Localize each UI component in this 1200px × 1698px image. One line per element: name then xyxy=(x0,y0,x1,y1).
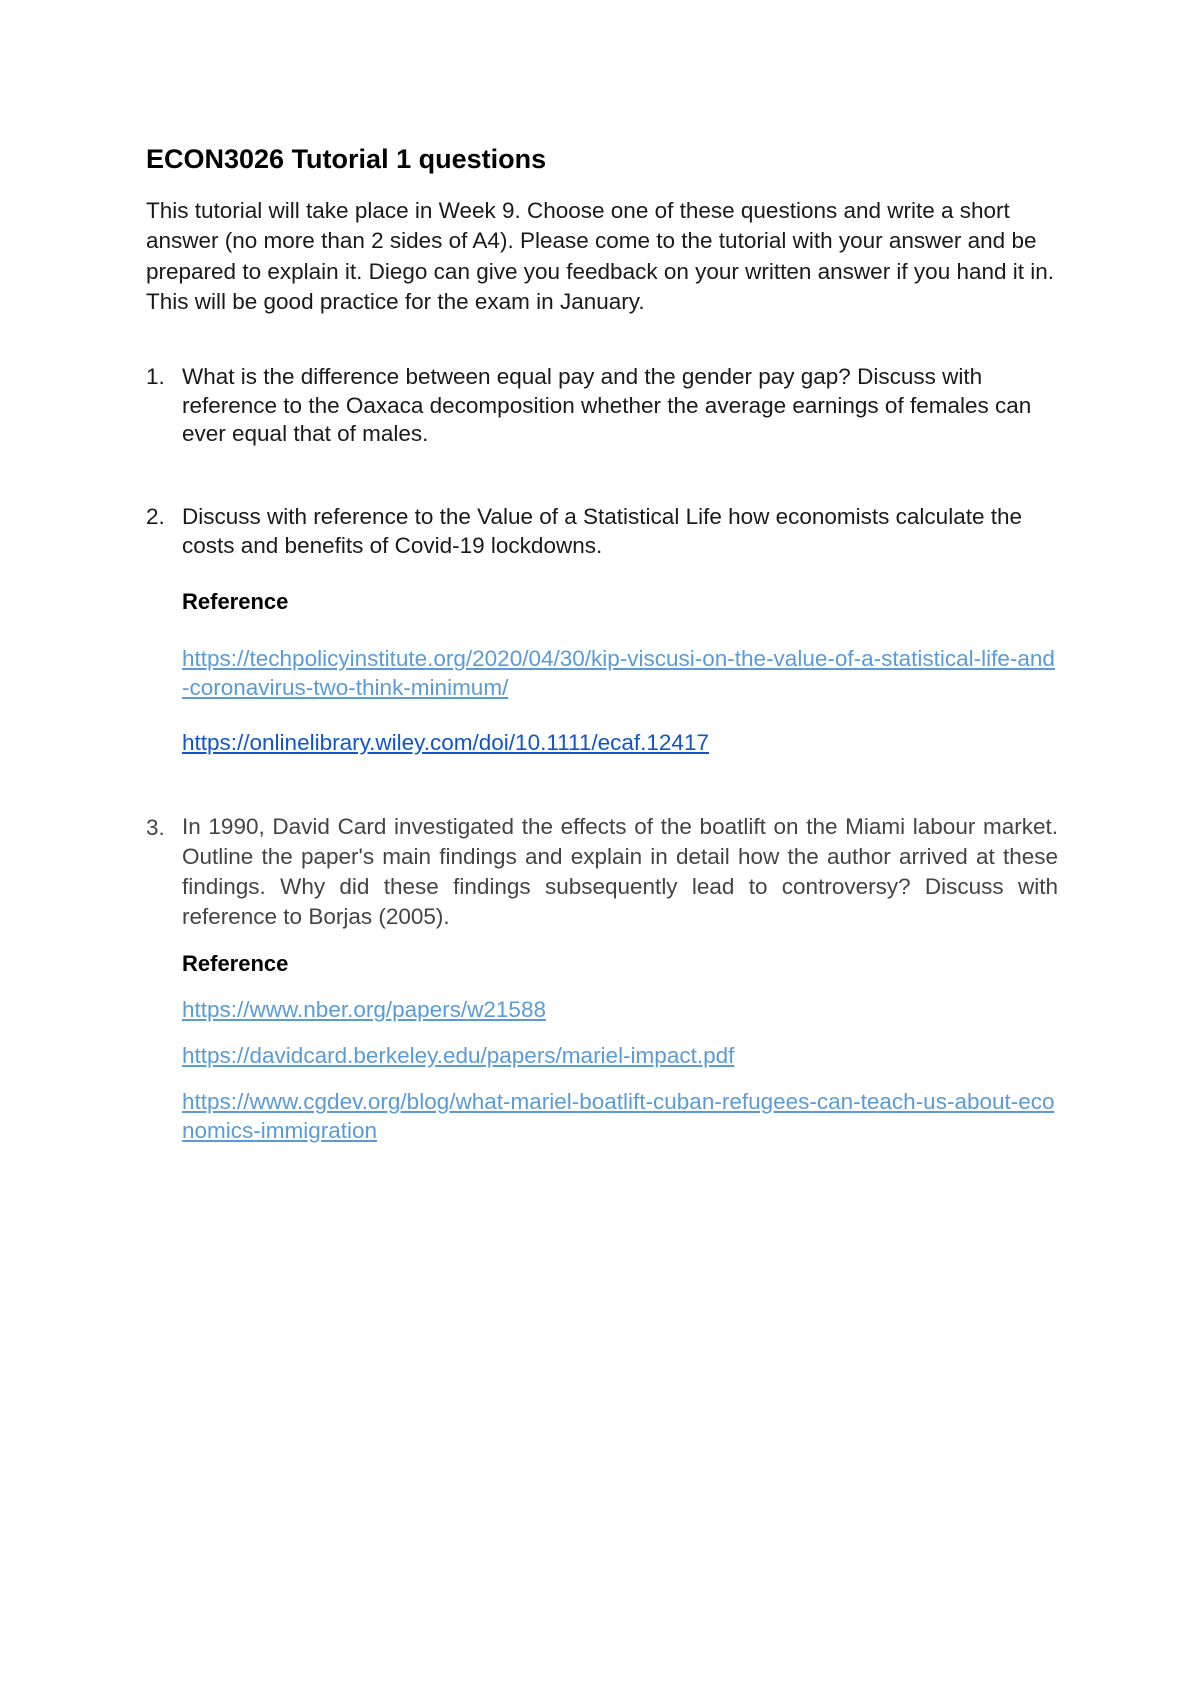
question-3-number: 3. xyxy=(146,815,165,840)
question-1-text: What is the difference between equal pay and the gender pay gap? Discuss with reference to the Oaxaca decomposition whether the average earnings of females can ever equal that of males. xyxy=(182,364,1032,446)
question-1-number: 1. xyxy=(146,364,165,389)
document-title: ECON3026 Tutorial 1 questions xyxy=(146,144,547,174)
question-2-link-wiley[interactable]: https://onlinelibrary.wiley.com/doi/10.1111/ecaf.12417 xyxy=(182,730,709,755)
question-3-reference-heading: Reference xyxy=(182,951,289,976)
question-3-link-nber[interactable]: https://www.nber.org/papers/w21588 xyxy=(182,997,546,1022)
intro-paragraph: This tutorial will take place in Week 9. Choose one of these questions and write a short answer (no more than 2 sides of A4). Please come to the tutorial with your answer and be prepared to explain it. Diego can give you feedback on your written answer if you hand it in. This will be good practice for the exam in January. xyxy=(146,198,1055,314)
question-2-reference-heading: Reference xyxy=(182,589,289,614)
question-3-link-davidcard[interactable]: https://davidcard.berkeley.edu/papers/mariel-impact.pdf xyxy=(182,1043,735,1068)
question-3-text: In 1990, David Card investigated the effects of the boatlift on the Miami labour market. Outline the paper's main findings and explain in detail how the author arrived at these findings. Why did these findings subsequently lead to controversy? Discuss with reference to Borjas (2005). xyxy=(182,814,1058,929)
question-2-link-techpolicy[interactable]: https://techpolicyinstitute.org/2020/04/30/kip-viscusi-on-the-value-of-a-statistical-life-and-coronavirus-two-think-minimum/ xyxy=(182,646,1055,700)
question-2-number: 2. xyxy=(146,504,165,529)
question-2-text: Discuss with reference to the Value of a Statistical Life how economists calculate the costs and benefits of Covid-19 lockdowns. xyxy=(182,504,1023,558)
question-3-link-cgdev[interactable]: https://www.cgdev.org/blog/what-mariel-boatlift-cuban-refugees-can-teach-us-about-economics-immigration xyxy=(182,1089,1055,1143)
